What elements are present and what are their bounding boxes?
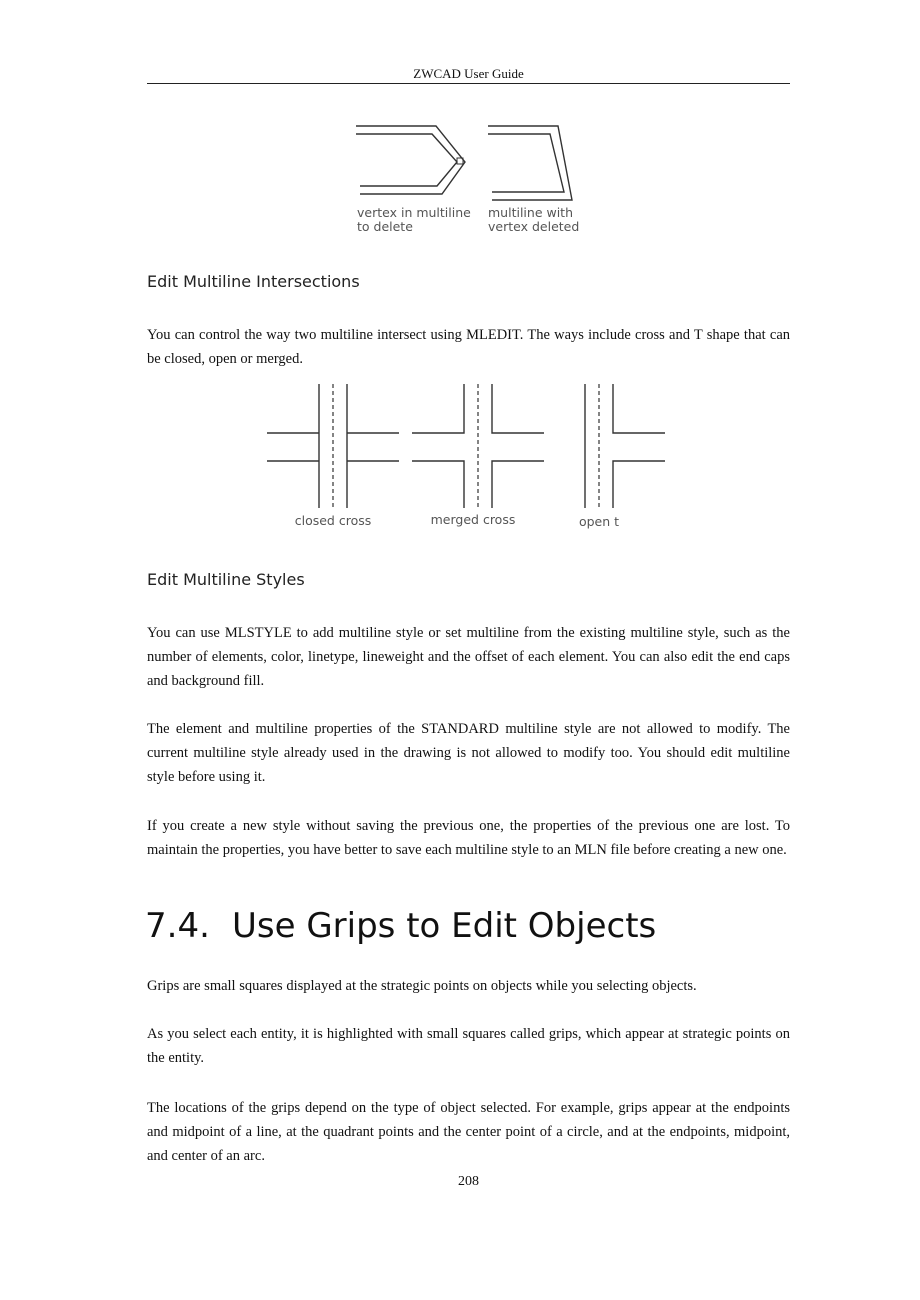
label-closed-cross: closed cross bbox=[294, 513, 372, 528]
grips-paragraph-3: The locations of the grips depend on the type of object selected. For example, grips appear at the endpoints and midpoint of a line, at the quadrant points and the center point of a circle, and at the endpoints, midpoint, and center of an arc. bbox=[147, 1100, 790, 1164]
multiline-inner-right bbox=[488, 134, 564, 192]
intersections-paragraph: You can control the way two multiline intersect using MLEDIT. The ways include cross and T shape that can be closed, open or merged. bbox=[147, 327, 790, 367]
grips-paragraph-2: As you select each entity, it is highlighted with small squares called grips, which appear at strategic points on the entity. bbox=[147, 1026, 790, 1066]
label-open-t: open t bbox=[578, 514, 620, 529]
multiline-outer-left bbox=[356, 126, 465, 194]
grips-paragraph-1: Grips are small squares displayed at the strategic points on objects while you selecting objects. bbox=[147, 978, 697, 994]
merged-cross-diagram bbox=[412, 384, 544, 508]
header-rule bbox=[147, 83, 790, 84]
vertex-label-left-2: to delete bbox=[357, 219, 413, 234]
styles-paragraph-1: You can use MLSTYLE to add multiline style or set multiline from the existing multiline style, such as the number of elements, color, linetype, lineweight and the offset of each element. You can also edit the end caps and background fill. bbox=[147, 625, 790, 689]
intersection-types-figure bbox=[262, 376, 672, 532]
label-merged-cross: merged cross bbox=[430, 512, 516, 527]
closed-cross-diagram bbox=[267, 384, 399, 508]
section-number: 7.4. bbox=[145, 906, 210, 946]
vertex-deletion-figure bbox=[350, 118, 590, 248]
vertex-label-right-2: vertex deleted bbox=[488, 219, 580, 234]
page-number: 208 bbox=[458, 1174, 479, 1189]
multiline-inner-left bbox=[356, 134, 457, 186]
styles-paragraph-3: If you create a new style without saving the previous one, the properties of the previous one are lost. To maintain the properties, you have better to save each multiline style to an MLN file before creating a new one. bbox=[147, 818, 790, 858]
multiline-outer-right bbox=[488, 126, 572, 200]
heading-edit-multiline-intersections: Edit Multiline Intersections bbox=[147, 272, 360, 291]
styles-paragraph-2: The element and multiline properties of the STANDARD multiline style are not allowed to modify. The current multiline style already used in the drawing is not allowed to modify too. You should edit multiline style before using it. bbox=[147, 721, 790, 785]
section-title: Use Grips to Edit Objects bbox=[232, 906, 657, 946]
heading-edit-multiline-styles: Edit Multiline Styles bbox=[147, 570, 305, 589]
vertex-label-left-1: vertex in multiline bbox=[357, 205, 471, 220]
page-header: ZWCAD User Guide bbox=[413, 66, 524, 81]
open-t-diagram bbox=[585, 384, 665, 508]
section-heading-grips bbox=[145, 906, 656, 946]
vertex-label-right-1: multiline with bbox=[488, 205, 573, 220]
